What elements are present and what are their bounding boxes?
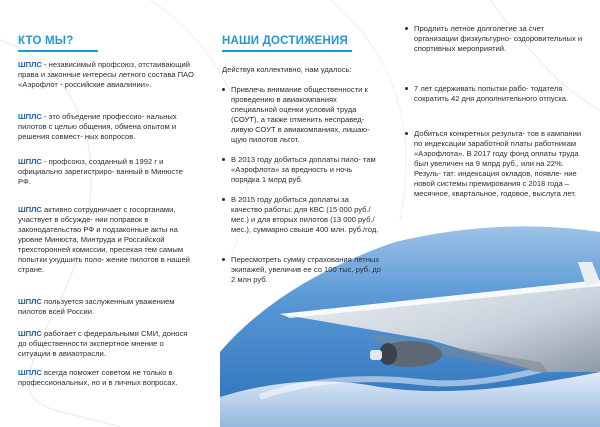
paragraph-text: всегда поможет советом не только в профессиональных, но и в личных вопросах. [18,368,178,387]
achievement-item [222,255,382,285]
bullet-dot [222,198,225,201]
union-abbreviation: ШПЛС [18,205,42,214]
who-we-are-heading: КТО МЫ? [18,35,74,47]
paragraph-text: - профсоюз, созданный в 1992 г и официально зарегистриро- ванный в Минюсте РФ. [18,157,183,186]
paragraph-5 [18,297,194,317]
achievement-item [222,85,382,145]
achievement-item [405,129,583,199]
achievements-intro: Действуя коллективно, нам удалось: [222,65,352,74]
paragraph-text: активно сотрудничает с госорганами, участвует в обсужде- нии поправок в законодательство РФ и подзаконные акты на уровне Минюста, Минтруда и Российской трехсторонней комиссии, пресекая тем самым попытки ухудшить поло- жение пилотов в нашей стране. [18,205,190,274]
paragraph-1 [18,60,194,90]
bullet-dot [222,258,225,261]
paragraph-text: пользуется заслуженным уважением пилотов всей России. [18,297,175,316]
achievement-item [222,195,382,235]
union-abbreviation: ШПЛС [18,60,42,69]
bullet-dot [222,158,225,161]
union-abbreviation: ШПЛС [18,297,42,306]
union-abbreviation: ШПЛС [18,329,42,338]
achievement-item [405,84,583,104]
achievement-text: В 2015 году добиться доплаты за качество работы: для КВС (15 000 руб./мес.) и для вторых пилотов (13 000 руб./мес.), суммарно свыше 400 млн. руб./год. [231,195,379,234]
union-abbreviation: ШПЛС [18,368,42,377]
paragraph-2 [18,112,194,142]
achievement-item [222,155,382,185]
bullet-dot [405,87,408,90]
bullet-dot [405,132,408,135]
paragraph-7 [18,368,194,388]
paragraph-text: работает с федеральными СМИ, донося до общественности экспертное мнение о ситуации в авиаотрасли. [18,329,188,358]
airplane-wing-photo [220,222,600,427]
bullet-dot [222,88,225,91]
heading-underline [222,50,352,52]
paragraph-text: - это объедение профессио- нальных пилотов с целью общения, обмена опытом и решения совмест- ных вопросов. [18,112,177,141]
achievements-heading: НАШИ ДОСТИЖЕНИЯ [222,35,348,47]
union-abbreviation: ШПЛС [18,112,42,121]
achievement-item [405,24,583,54]
achievement-text: Пересмотреть сумму страхования летных экипажей, увеличив ее со 100 тыс. руб. до 2 млн руб. [231,255,382,284]
paragraph-text: - независимый профсоюз, отстаивающий права и законные интересы летного состава ПАО «Аэрофлот - российские авиалинии». [18,60,194,89]
achievement-text: Привлечь внимание общественности к проведению в авиакомпаниях специальной оценки условий труда (СОУТ), а также отменить несправед- ливую СОУТ в авиакомпаниях, лишаю- щую пилотов льгот. [231,85,370,144]
heading-underline [18,50,98,52]
paragraph-4 [18,205,194,275]
bullet-dot [405,27,408,30]
achievement-text: В 2013 году добиться доплаты пило- там «Аэрофлота» за вредность и ночь порядка 1 млрд руб. [231,155,376,184]
union-abbreviation: ШПЛС [18,157,42,166]
achievement-text: Добиться конкретных результа- тов в кампании по индексации заработной платы работникам «Аэрофлота». В 2017 году фонд оплаты труда был увеличен на 9 млрд руб., или на 22%. Резуль- тат: индексация окладов, появле- ние новой системы премирования с 2018 года – месячное, квартальное, годовое, выслуга лет. [414,129,582,198]
achievement-text: 7 лет сдерживать попытки рабо- тодателя сократить 42 дня дополнительного отпуска. [414,84,569,103]
paragraph-3 [18,157,194,187]
achievement-text: Продлить летное долголетие за счет организации физкультурно- оздоровительных и спортивных мероприятий. [414,24,583,53]
paragraph-6 [18,329,194,359]
